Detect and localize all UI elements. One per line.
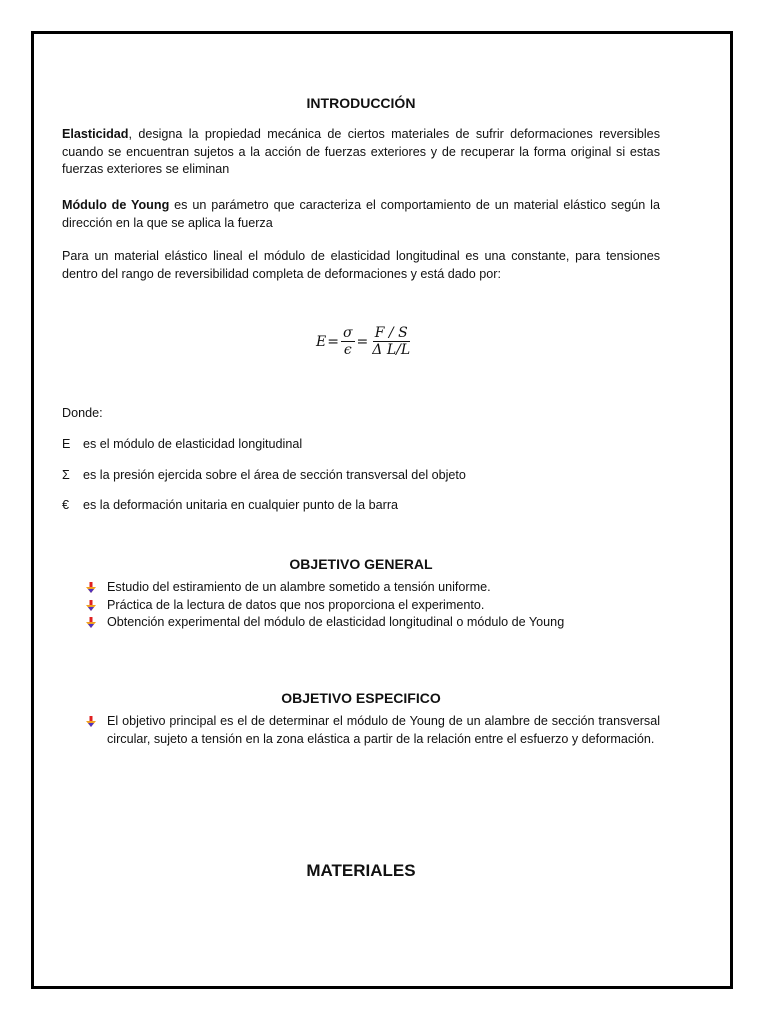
formula-fraction-force-length	[370, 326, 412, 358]
formula-sigma: σ	[342, 325, 353, 341]
intro-paragraph-young	[62, 197, 660, 232]
elasticidad-definition: , designa la propiedad mecánica de ciertos materiales de sufrir deformaciones reversibles cuando se encuentran sujetos a la acción de fuerzas exteriores y de recuperar la forma original si estas fuerzas exteriores se eliminan	[62, 127, 660, 176]
formula-fraction-stress-strain	[341, 326, 355, 358]
intro-paragraph-linear: Para un material elástico lineal el módulo de elasticidad longitudinal es una constante, para tensiones dentro del rango de reversibilidad completa de deformaciones y está dado por:	[62, 249, 660, 281]
definition-item	[62, 437, 302, 451]
term-elasticidad: Elasticidad	[62, 127, 129, 141]
down-arrow-bullet-icon	[86, 617, 96, 628]
list-item-text: Obtención experimental del módulo de elasticidad longitudinal o módulo de Young	[107, 615, 565, 629]
list-item-text: El objetivo principal es el de determinar el módulo de Young de un alambre de sección transversal circular, sujeto a tensión en la zona elástica a partir de la relación entre el esfuerzo y deformación.	[107, 714, 660, 746]
list-item-text: Estudio del estiramiento de un alambre sometido a tensión uniforme.	[107, 580, 491, 594]
objetivo-especifico-list	[86, 713, 660, 748]
formula-force-area: F / S	[374, 325, 408, 341]
objetivo-general-heading: OBJETIVO GENERAL	[289, 556, 433, 572]
formula-equals-2: =	[356, 334, 369, 350]
definition-text: es la deformación unitaria en cualquier punto de la barra	[83, 498, 399, 512]
donde-label: Donde:	[62, 406, 103, 420]
objetivo-general-list	[86, 579, 660, 632]
intro-heading: INTRODUCCIÓN	[306, 95, 416, 111]
formula-delta-length: Δ L/L	[372, 342, 411, 358]
young-definition: es un parámetro que caracteriza el comportamiento de un material elástico según la dirección en la que se aplica la fuerza	[62, 198, 660, 230]
definition-symbol: Σ	[62, 468, 70, 482]
definition-symbol: E	[62, 437, 71, 451]
intro-paragraph-elasticidad	[62, 126, 660, 179]
materiales-heading: MATERIALES	[306, 861, 416, 880]
down-arrow-bullet-icon	[86, 716, 96, 727]
definition-symbol: €	[62, 498, 70, 512]
down-arrow-bullet-icon	[86, 582, 96, 593]
formula-lhs: E	[316, 334, 327, 350]
young-formula	[316, 326, 413, 358]
list-item	[86, 614, 660, 632]
list-item-text: Práctica de la lectura de datos que nos proporciona el experimento.	[107, 597, 485, 612]
down-arrow-bullet-icon	[86, 600, 96, 611]
list-item	[86, 597, 660, 615]
list-item	[86, 579, 660, 597]
formula-equals-1: =	[327, 334, 339, 350]
list-item	[86, 713, 660, 748]
definition-item	[62, 498, 398, 512]
term-modulo-young: Módulo de Young	[62, 198, 170, 212]
objetivo-especifico-heading: OBJETIVO ESPECIFICO	[281, 690, 441, 706]
definition-text: es la presión ejercida sobre el área de sección transversal del objeto	[83, 468, 466, 482]
formula-epsilon: ϵ	[343, 342, 352, 358]
definition-text: es el módulo de elasticidad longitudinal	[83, 437, 303, 451]
definition-item	[62, 468, 466, 482]
